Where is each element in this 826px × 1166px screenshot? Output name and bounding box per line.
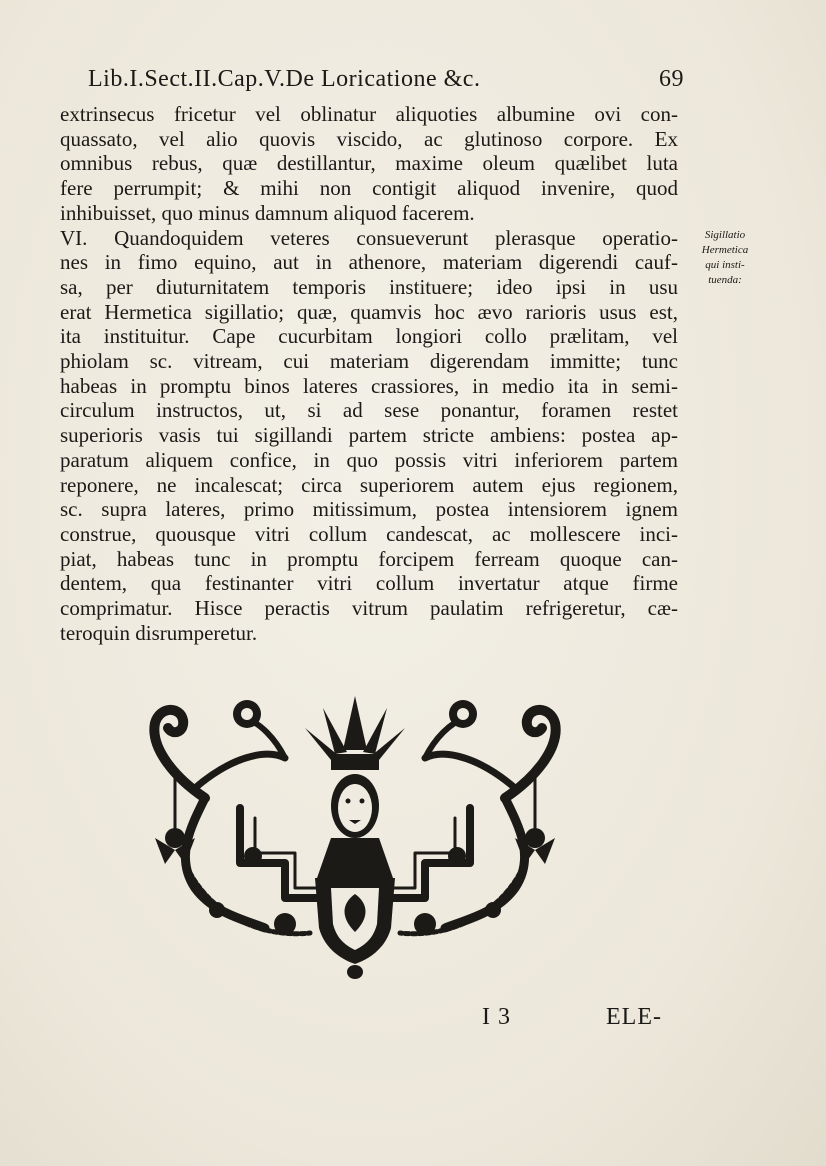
text-line: erat Hermetica sigillatio; quæ, quamvis hoc ævo rarioris usus est, (60, 299, 678, 324)
marginal-note-line: Sigillatio (704, 229, 746, 241)
text-line: extrinsecus fricetur vel oblinatur aliquoties albumine ovi con- (60, 102, 678, 126)
text-line: sa, per diuturnitatem temporis instituere; ideo ipsi in usu (60, 274, 678, 299)
woodcut-ornament (135, 688, 575, 980)
marginal-note (684, 228, 766, 288)
text-line: habeas in promptu binos lateres crassiores, in medio ita in semi- (60, 373, 678, 398)
text-line: fere perrumpit; & mihi non contigit aliquod invenire, quod (60, 176, 678, 201)
main-text-block (60, 102, 678, 645)
marginal-note-line: Hermetica (701, 244, 749, 256)
catchword: ELE- (606, 1004, 662, 1030)
text-line: omnibus rebus, quæ destillantur, maxime oleum quælibet luta (60, 151, 678, 176)
marginal-note-line: qui insti- (705, 259, 745, 271)
text-line: inhibuisset, quo minus damnum aliquod facerem. (60, 200, 475, 225)
running-header (88, 66, 688, 93)
text-line: comprimatur. Hisce peractis vitrum paulatim refrigeretur, cæ- (60, 596, 678, 621)
text-line: nes in fimo equino, aut in athenore, materiam digerendi cauf- (60, 250, 678, 275)
text-line: circulum instructos, ut, si ad sese ponantur, foramen restet (60, 398, 678, 423)
text-line: paratum aliquem confice, in quo possis vitri inferiorem partem (60, 447, 678, 472)
marginal-note-line: tuenda: (708, 274, 742, 286)
text-line: teroquin disrumperetur. (60, 620, 258, 645)
text-line: phiolam sc. vitream, cui materiam digerendam immitte; tunc (60, 349, 678, 374)
text-line: construe, quousque vitri collum candescat, ac mollescere inci- (60, 521, 678, 546)
text-line: superioris vasis tui sigillandi partem stricte ambiens: postea ap- (60, 423, 678, 448)
signature-mark: I 3 (482, 1004, 511, 1030)
text-line: sc. supra lateres, primo mitissimum, postea intensiorem ignem (60, 497, 678, 522)
text-line: VI. Quandoquidem veteres consueverunt plerasque operatio- (60, 225, 678, 250)
page-number: 69 (659, 66, 684, 92)
text-line: ita instituitur. Cape cucurbitam longiori collo prælitam, vel (60, 324, 678, 349)
text-line: piat, habeas tunc in promptu forcipem ferream quoque can- (60, 546, 678, 571)
text-line: quassato, vel alio quovis viscido, ac glutinoso corpore. Ex (60, 126, 678, 151)
running-title: Lib.I.Sect.II.Cap.V.De Loricatione &c. (88, 66, 481, 92)
text-line: reponere, ne incalescat; circa superiorem autem ejus regionem, (60, 472, 678, 497)
text-line: dentem, qua festinanter vitri collum invertatur atque firme (60, 571, 678, 596)
